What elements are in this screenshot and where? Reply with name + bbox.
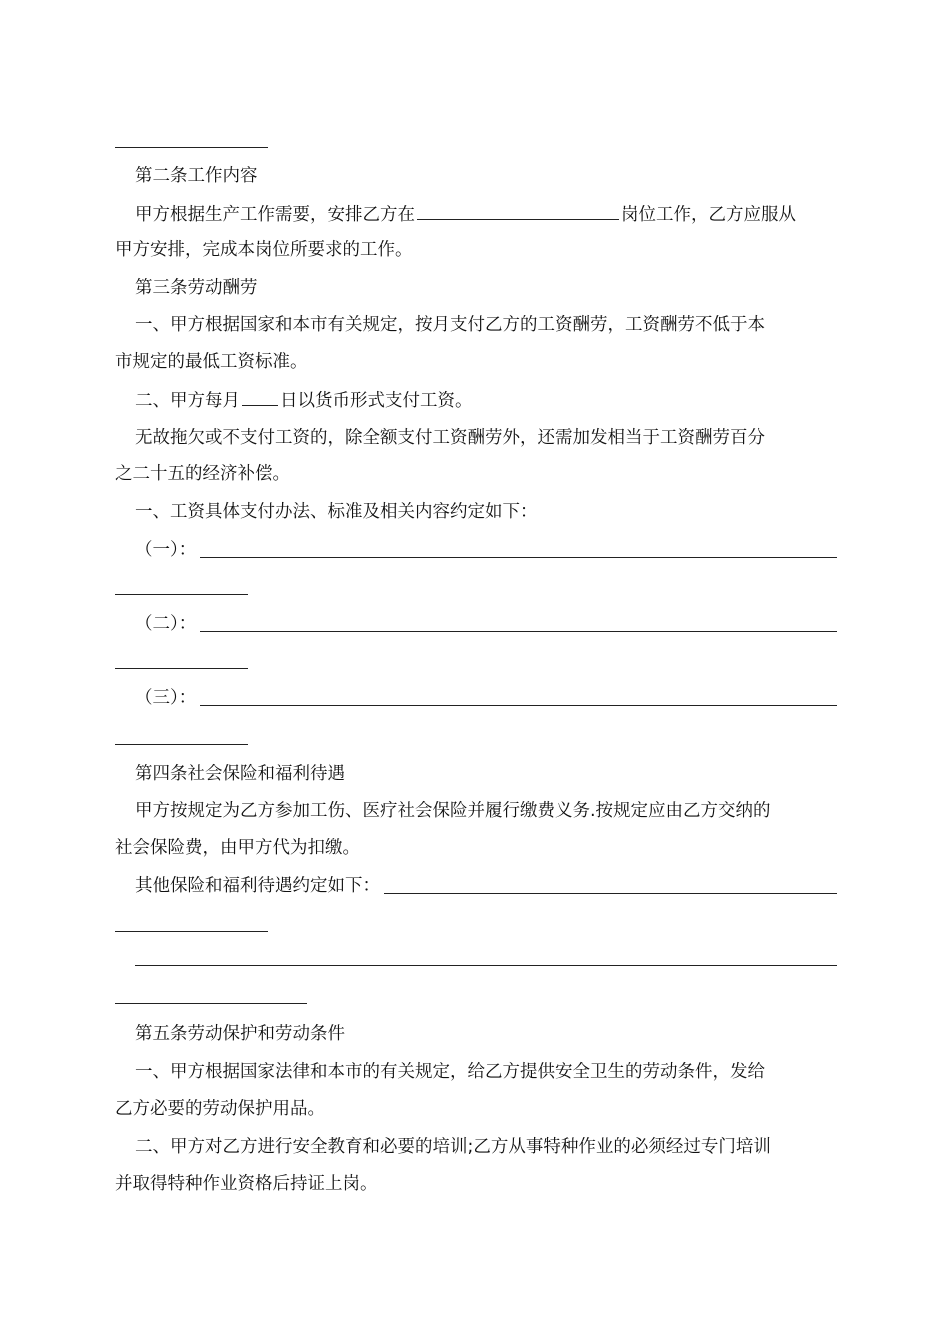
blank-line <box>115 931 268 932</box>
item-label: （一）： <box>135 540 197 560</box>
article-3-paragraph-line: 市规定的最低工资标准。 <box>115 352 308 372</box>
blank-line <box>115 594 248 595</box>
text-segment: 日以货币形式支付工资。 <box>280 391 473 411</box>
wage-item-1 <box>135 538 837 562</box>
item-3-blank-field[interactable] <box>200 688 837 706</box>
article-5-heading: 第五条劳动保护和劳动条件 <box>135 1024 345 1044</box>
item-label: （三）： <box>135 688 197 708</box>
blank-line <box>115 1003 307 1004</box>
article-3-heading: 第三条劳动酬劳 <box>135 278 258 298</box>
article-2-paragraph-line <box>135 202 837 227</box>
article-2-paragraph-line: 甲方安排，完成本岗位所要求的工作。 <box>115 240 413 260</box>
article-3-payday-line <box>135 388 837 413</box>
article-4-paragraph-line: 社会保险费，由甲方代为扣缴。 <box>115 838 360 858</box>
item-label: （二）： <box>135 614 197 634</box>
position-blank-field[interactable] <box>417 202 619 220</box>
article-3-paragraph-line: 之二十五的经济补偿。 <box>115 464 290 484</box>
item-2-blank-field[interactable] <box>200 614 837 632</box>
article-3-paragraph-line: 无故拖欠或不支付工资的，除全额支付工资酬劳外，还需加发相当于工资酬劳百分 <box>135 428 765 448</box>
item-1-blank-field[interactable] <box>200 540 837 558</box>
blank-line <box>115 147 268 148</box>
article-5-paragraph-line: 并取得特种作业资格后持证上岗。 <box>115 1174 378 1194</box>
article-5-paragraph-line: 乙方必要的劳动保护用品。 <box>115 1099 325 1119</box>
blank-line <box>115 744 248 745</box>
text-segment: 其他保险和福利待遇约定如下： <box>135 876 380 896</box>
article-5-paragraph-line: 二、甲方对乙方进行安全教育和必要的培训;乙方从事特种作业的必须经过专门培训 <box>135 1137 771 1157</box>
article-3-paragraph-line: 一、工资具体支付办法、标准及相关内容约定如下： <box>135 502 538 522</box>
text-segment: 二、甲方每月 <box>135 391 240 411</box>
text-segment: 甲方根据生产工作需要，安排乙方在 <box>135 205 415 225</box>
text-segment: 岗位工作，乙方应服从 <box>621 205 796 225</box>
article-5-paragraph-line: 一、甲方根据国家法律和本市的有关规定，给乙方提供安全卫生的劳动条件，发给 <box>135 1062 765 1082</box>
article-4-other-benefits-line <box>135 874 837 898</box>
article-2-heading: 第二条工作内容 <box>135 166 258 186</box>
other-benefits-blank-field[interactable] <box>384 876 837 894</box>
wage-item-3 <box>135 686 837 710</box>
blank-line[interactable] <box>135 965 837 966</box>
wage-item-2 <box>135 612 837 636</box>
article-4-heading: 第四条社会保险和福利待遇 <box>135 764 345 784</box>
blank-line <box>115 668 248 669</box>
payday-blank-field[interactable] <box>242 388 278 406</box>
article-3-paragraph-line: 一、甲方根据国家和本市有关规定，按月支付乙方的工资酬劳，工资酬劳不低于本 <box>135 315 765 335</box>
article-4-paragraph-line: 甲方按规定为乙方参加工伤、医疗社会保险并履行缴费义务.按规定应由乙方交纳的 <box>135 801 771 821</box>
